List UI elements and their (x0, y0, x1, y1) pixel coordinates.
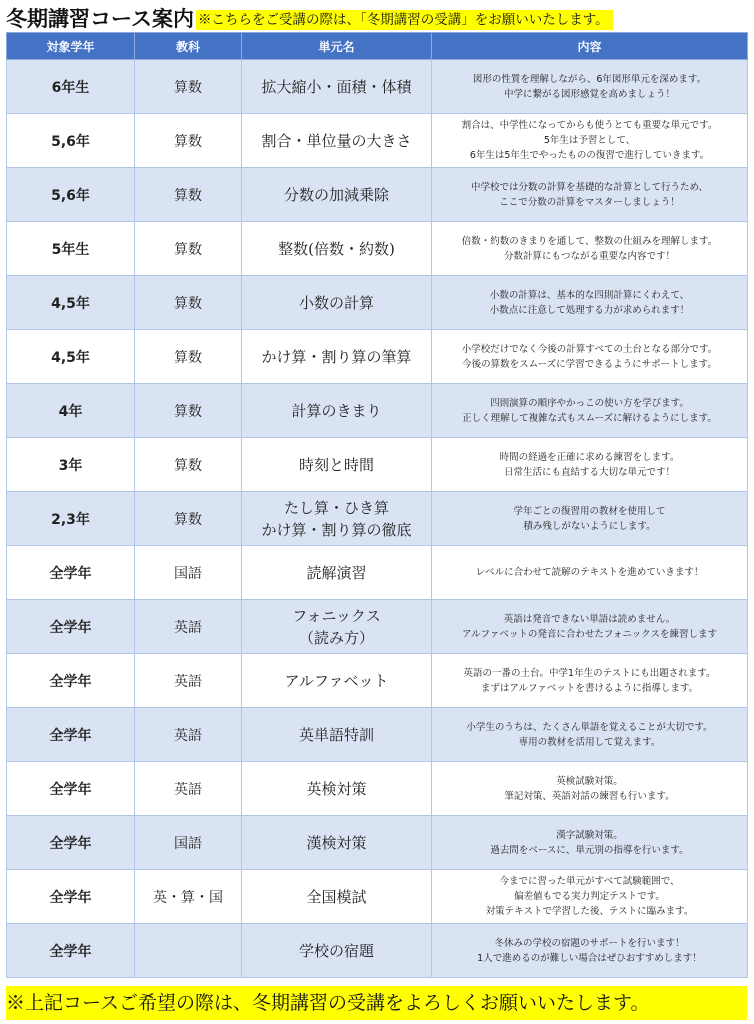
cell-content: 小学校だけでなく今後の計算すべての土台となる部分です。 今後の算数をスムーズに学習できるようにサポートします。 (432, 330, 748, 384)
table-row (7, 654, 748, 708)
cell-subject: 算数 (135, 60, 242, 114)
cell-grade: 全学年 (7, 546, 135, 600)
cell-content: 倍数・約数のきまりを通して、整数の仕組みを理解します。 分数計算にもつながる重要な内容です！ (432, 222, 748, 276)
table-row (7, 114, 748, 168)
footer-note: ※上記コースご希望の際は、冬期講習の受講をよろしくお願いいたします。 (6, 986, 747, 1020)
cell-unit: 漢検対策 (242, 816, 432, 870)
table-row (7, 870, 748, 924)
cell-unit: 整数(倍数・約数) (242, 222, 432, 276)
cell-unit: 計算のきまり (242, 384, 432, 438)
cell-content: レベルに合わせて読解のテキストを進めていきます！ (432, 546, 748, 600)
cell-grade: 全学年 (7, 816, 135, 870)
cell-grade: 5年生 (7, 222, 135, 276)
cell-unit: たし算・ひき算 かけ算・割り算の徹底 (242, 492, 432, 546)
cell-unit: 学校の宿題 (242, 924, 432, 978)
cell-grade: 全学年 (7, 600, 135, 654)
cell-subject: 算数 (135, 330, 242, 384)
table-row (7, 60, 748, 114)
table-row (7, 384, 748, 438)
column-header-unit: 単元名 (242, 33, 432, 60)
table-row (7, 600, 748, 654)
cell-content: 四則演算の順序やかっこの使い方を学びます。 正しく理解して複雑な式もスムーズに解けるようにします。 (432, 384, 748, 438)
table-row (7, 222, 748, 276)
cell-subject: 英語 (135, 654, 242, 708)
cell-grade: 4,5年 (7, 276, 135, 330)
column-header-content: 内容 (432, 33, 748, 60)
cell-grade: 2,3年 (7, 492, 135, 546)
cell-grade: 全学年 (7, 924, 135, 978)
column-header-grade: 対象学年 (7, 33, 135, 60)
cell-content: 英語の一番の土台。中学1年生のテストにも出題されます。 まずはアルファベットを書けるように指導します。 (432, 654, 748, 708)
table-row (7, 708, 748, 762)
cell-content: 時間の経過を正確に求める練習をします。 日常生活にも直結する大切な単元です！ (432, 438, 748, 492)
cell-grade: 全学年 (7, 762, 135, 816)
cell-grade: 全学年 (7, 870, 135, 924)
cell-unit: 時刻と時間 (242, 438, 432, 492)
cell-grade: 4年 (7, 384, 135, 438)
cell-subject: 算数 (135, 492, 242, 546)
cell-content: 小数の計算は、基本的な四則計算にくわえて、 小数点に注意して処理する力が求められます！ (432, 276, 748, 330)
cell-subject: 国語 (135, 546, 242, 600)
cell-grade: 全学年 (7, 708, 135, 762)
cell-subject: 英語 (135, 600, 242, 654)
cell-unit: 小数の計算 (242, 276, 432, 330)
cell-content: 図形の性質を理解しながら、6年図形単元を深めます。 中学に繋がる図形感覚を高めましょう！ (432, 60, 748, 114)
table-row (7, 924, 748, 978)
table-row (7, 330, 748, 384)
cell-unit: 英検対策 (242, 762, 432, 816)
table-row (7, 168, 748, 222)
table-row (7, 492, 748, 546)
cell-subject (135, 924, 242, 978)
cell-subject: 算数 (135, 276, 242, 330)
cell-content: 英語は発音できない単語は読めません。 アルファベットの発音に合わせたフォニックスを練習します (432, 600, 748, 654)
cell-content: 英検試験対策。 筆記対策、英語対話の練習も行います。 (432, 762, 748, 816)
cell-subject: 算数 (135, 114, 242, 168)
cell-subject: 英・算・国 (135, 870, 242, 924)
cell-subject: 英語 (135, 762, 242, 816)
cell-unit: 英単語特訓 (242, 708, 432, 762)
cell-content: 学年ごとの復習用の教材を使用して 積み残しがないようにします。 (432, 492, 748, 546)
cell-grade: 全学年 (7, 654, 135, 708)
header-note: ※こちらをご受講の際は、「冬期講習の受講」をお願いいたします。 (196, 10, 613, 30)
cell-content: 中学校では分数の計算を基礎的な計算として行うため、 ここで分数の計算をマスターしましょう！ (432, 168, 748, 222)
cell-content: 今までに習った単元がすべて試験範囲で、 偏差値もでる実力判定テストです。 対策テキストで学習した後、テストに臨みます。 (432, 870, 748, 924)
cell-content: 割合は、中学性になってからも使うとても重要な単元です。 5年生は予習として、 6年生は5年生でやったものの復習で進行していきます。 (432, 114, 748, 168)
cell-unit: 割合・単位量の大きさ (242, 114, 432, 168)
table-row (7, 546, 748, 600)
cell-grade: 5,6年 (7, 168, 135, 222)
course-table (6, 32, 748, 978)
cell-grade: 3年 (7, 438, 135, 492)
cell-unit: かけ算・割り算の筆算 (242, 330, 432, 384)
cell-content: 冬休みの学校の宿題のサポートを行います！ 1人で進めるのが難しい場合はぜひおすすめします！ (432, 924, 748, 978)
cell-content: 漢字試験対策。 過去問をベースに、単元別の指導を行います。 (432, 816, 748, 870)
cell-grade: 6年生 (7, 60, 135, 114)
cell-grade: 5,6年 (7, 114, 135, 168)
cell-unit: 分数の加減乗除 (242, 168, 432, 222)
cell-content: 小学生のうちは、たくさん単語を覚えることが大切です。 専用の教材を活用して覚えます。 (432, 708, 748, 762)
table-header-row (7, 33, 748, 60)
cell-unit: 拡大縮小・面積・体積 (242, 60, 432, 114)
table-row (7, 276, 748, 330)
cell-subject: 英語 (135, 708, 242, 762)
cell-unit: 全国模試 (242, 870, 432, 924)
cell-subject: 国語 (135, 816, 242, 870)
cell-unit: 読解演習 (242, 546, 432, 600)
table-row (7, 762, 748, 816)
page-title: 冬期講習コース案内 (6, 6, 194, 31)
cell-subject: 算数 (135, 438, 242, 492)
cell-subject: 算数 (135, 384, 242, 438)
page-header (6, 6, 613, 32)
table-row (7, 816, 748, 870)
cell-unit: フォニックス （読み方） (242, 600, 432, 654)
cell-subject: 算数 (135, 168, 242, 222)
cell-unit: アルファベット (242, 654, 432, 708)
cell-grade: 4,5年 (7, 330, 135, 384)
column-header-subject: 教科 (135, 33, 242, 60)
cell-subject: 算数 (135, 222, 242, 276)
table-row (7, 438, 748, 492)
